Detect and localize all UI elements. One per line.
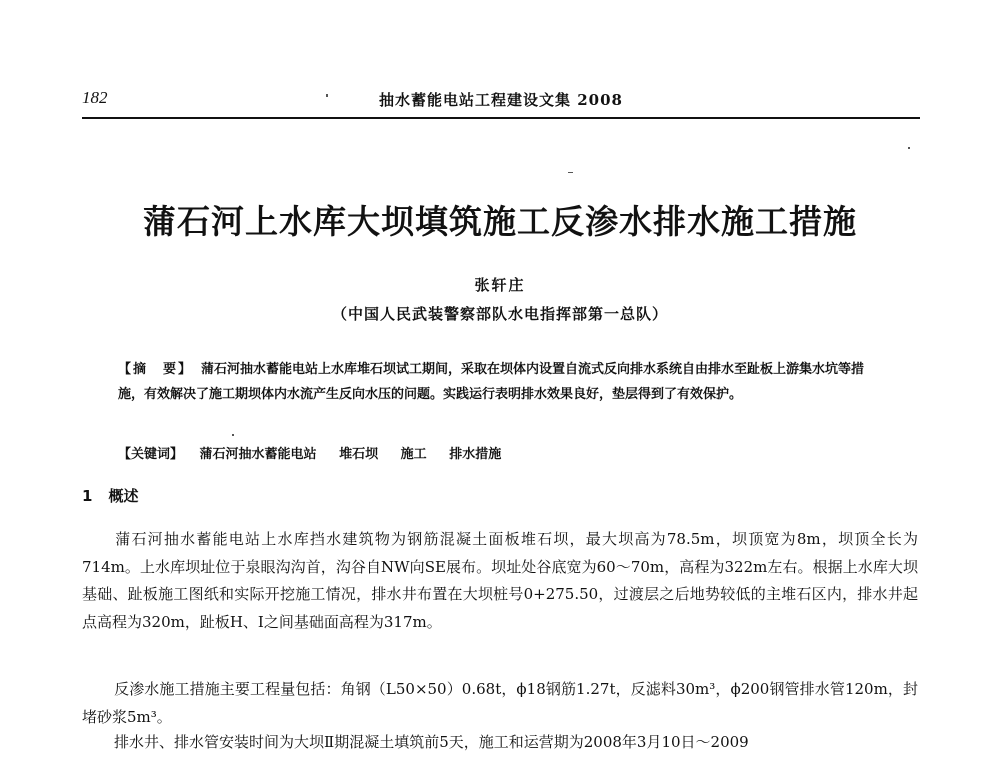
article-author: 张轩庄 (474, 276, 526, 294)
scan-speck (908, 147, 910, 149)
author-affiliation: （中国人民武装警察部队水电指挥部第一总队） (331, 305, 668, 323)
paragraph-text: 反渗水施工措施主要工程量包括：角钢（L50×50）0.68t，ϕ18钢筋1.27t，反滤料30m³，ϕ200钢管排水管120m，封堵砂浆5m³。 (82, 680, 918, 726)
section-title: 概述 (108, 487, 139, 505)
abstract-label: 【摘 要】 (118, 362, 194, 377)
body-paragraph (82, 729, 918, 757)
header-rule (82, 117, 920, 119)
keywords (118, 443, 888, 462)
page-header (82, 86, 920, 114)
paragraph-text: 蒲石河抽水蓄能电站上水库挡水建筑物为钢筋混凝土面板堆石坝，最大坝高为78.5m，坝顶宽为8m，坝顶全长为714m。上水库坝址位于泉眼沟沟首，沟谷自NW向SE展布。坝址处谷底宽为60～70m，高程为322m左右。根据上水库大坝基础、趾板施工图纸和实际开挖施工情况，排水井布置在大坝桩号0+275.50，过渡层之后地势较低的主堆石区内，排水井起点高程为320m，趾板H、I之间基础面高程为317m。 (82, 530, 918, 631)
page-number: 182 (82, 88, 108, 107)
scan-speck (326, 94, 328, 97)
scan-speck (568, 172, 573, 173)
keyword: 堆石坝 (339, 447, 379, 462)
body-paragraph (82, 526, 918, 636)
running-head: 抽水蓄能电站工程建设文集 2008 (379, 91, 623, 109)
article-title: 蒲石河上水库大坝填筑施工反渗水排水施工措施 (143, 202, 857, 241)
keyword: 蒲石河抽水蓄能电站 (199, 447, 317, 462)
keyword: 排水措施 (449, 447, 502, 462)
paragraph-text: 排水井、排水管安装时间为大坝Ⅱ期混凝土填筑前5天，施工和运营期为2008年3月10日～2009 (114, 733, 749, 751)
abstract-text: 蒲石河抽水蓄能电站上水库堆石坝试工期间，采取在坝体内设置自流式反向排水系统自由排水至趾板上游集水坑等措施，有效解决了施工期坝体内水流产生反向水压的问题。实践运行表明排水效果良好，垫层得到了有效保护。 (118, 362, 865, 402)
abstract (118, 358, 888, 407)
keywords-label: 【关键词】 (118, 447, 184, 462)
keyword: 施工 (400, 447, 427, 462)
scan-speck (232, 434, 234, 436)
section-heading (82, 485, 138, 506)
body-paragraph (82, 676, 918, 731)
section-number: 1 (82, 487, 93, 505)
